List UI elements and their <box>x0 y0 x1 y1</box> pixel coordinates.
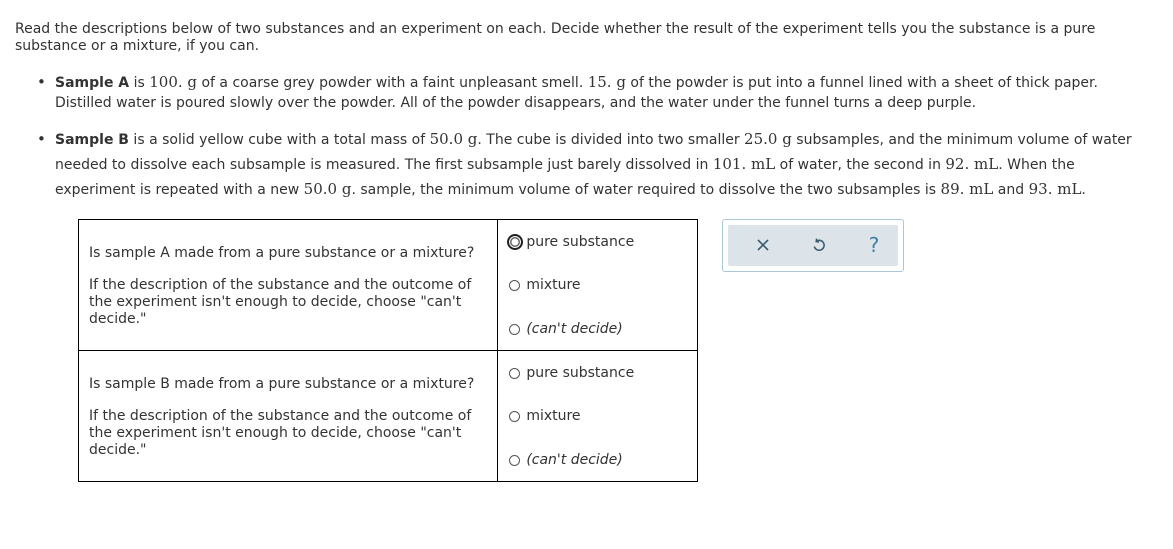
sample-b-volume-3: 89. mL <box>940 180 994 198</box>
radio-b-cant-decide[interactable] <box>509 455 520 466</box>
option-label: pure substance <box>526 365 635 381</box>
sample-list <box>36 72 1146 202</box>
bullet-dot: • <box>37 130 46 148</box>
radio-a-pure-substance[interactable] <box>507 234 523 250</box>
option-b-mixture[interactable] <box>509 408 580 424</box>
sample-b-submass: 25.0 g <box>744 130 792 148</box>
sample-b-mass-repeat: 50.0 g <box>303 180 352 198</box>
radio-a-mixture[interactable] <box>509 280 520 291</box>
text: and <box>993 182 1029 198</box>
question-table <box>78 219 698 482</box>
option-a-cant-decide[interactable] <box>509 321 622 337</box>
sample-b-description <box>36 127 1146 202</box>
question-a-hint: If the description of the substance and the outcome of the experiment isn't enough to decide, choose "can't decide." <box>89 277 472 327</box>
question-a-text: Is sample A made from a pure substance or a mixture? <box>89 245 475 261</box>
option-a-pure-substance[interactable] <box>509 234 634 250</box>
text: of water, the second in <box>775 157 946 173</box>
text: is <box>129 75 150 91</box>
help-button[interactable] <box>862 233 886 257</box>
sample-b-volume-2: 92. mL <box>945 155 999 173</box>
sample-a-portion: 15. g <box>587 73 626 91</box>
text: . sample, the minimum volume of water required to dissolve the two subsamples is <box>351 182 941 198</box>
text: is a solid yellow cube with a total mass of <box>128 132 430 148</box>
text: . When the experiment is repeated with a new <box>55 157 1075 198</box>
option-label: (can't decide) <box>526 452 623 468</box>
radio-b-pure-substance[interactable] <box>509 368 520 379</box>
question-cell-a <box>79 220 498 351</box>
sample-b-mass: 50.0 g <box>429 130 478 148</box>
text: . The cube is divided into two smaller <box>477 132 745 148</box>
options-cell-b <box>498 351 698 482</box>
option-label: mixture <box>526 408 581 424</box>
option-b-cant-decide[interactable] <box>509 452 622 468</box>
answer-toolbar <box>722 219 904 272</box>
sample-a-description <box>36 72 1146 113</box>
undo-icon <box>811 237 827 253</box>
options-cell-a <box>498 220 698 351</box>
question-row-a <box>79 220 698 351</box>
text: . <box>1081 182 1086 198</box>
option-label: mixture <box>526 277 581 293</box>
option-a-mixture[interactable] <box>509 277 580 293</box>
question-b-text: Is sample B made from a pure substance or a mixture? <box>89 376 475 392</box>
undo-button[interactable] <box>807 233 831 257</box>
sample-a-mass: 100. g <box>149 73 198 91</box>
sample-b-volume-1: 101. mL <box>712 155 776 173</box>
question-row-b <box>79 351 698 482</box>
sample-b-volume-4: 93. mL <box>1028 180 1082 198</box>
option-label: (can't decide) <box>526 321 623 337</box>
sample-b-name: Sample B <box>55 132 129 148</box>
text: of the powder is put into a funnel lined with a sheet of thick paper. Distilled water is poured slowly over the powder. All of the powder disappears, and the water under the funnel turns a deep purple. <box>55 75 1098 111</box>
text: of a coarse grey powder with a faint unpleasant smell. <box>197 75 588 91</box>
clear-button[interactable] <box>751 233 775 257</box>
option-b-pure-substance[interactable] <box>509 365 634 381</box>
close-icon <box>756 238 770 252</box>
sample-a-name: Sample A <box>55 75 130 91</box>
bullet-dot: • <box>37 73 46 91</box>
answer-toolbar-panel <box>728 225 898 266</box>
text: subsamples, and the minimum volume of water needed to dissolve each subsample is measured. The first subsample just barely dissolved in <box>55 132 1132 173</box>
option-label: pure substance <box>526 234 635 250</box>
question-b-hint: If the description of the substance and the outcome of the experiment isn't enough to decide, choose "can't decide." <box>89 408 472 458</box>
question-mark-icon: ? <box>868 233 880 257</box>
question-cell-b <box>79 351 498 482</box>
instructions: Read the descriptions below of two substances and an experiment on each. Decide whether the result of the experiment tells you the substance is a pure substance or a mixture, if you can. <box>15 21 1096 54</box>
radio-b-mixture[interactable] <box>509 411 520 422</box>
radio-a-cant-decide[interactable] <box>509 324 520 335</box>
